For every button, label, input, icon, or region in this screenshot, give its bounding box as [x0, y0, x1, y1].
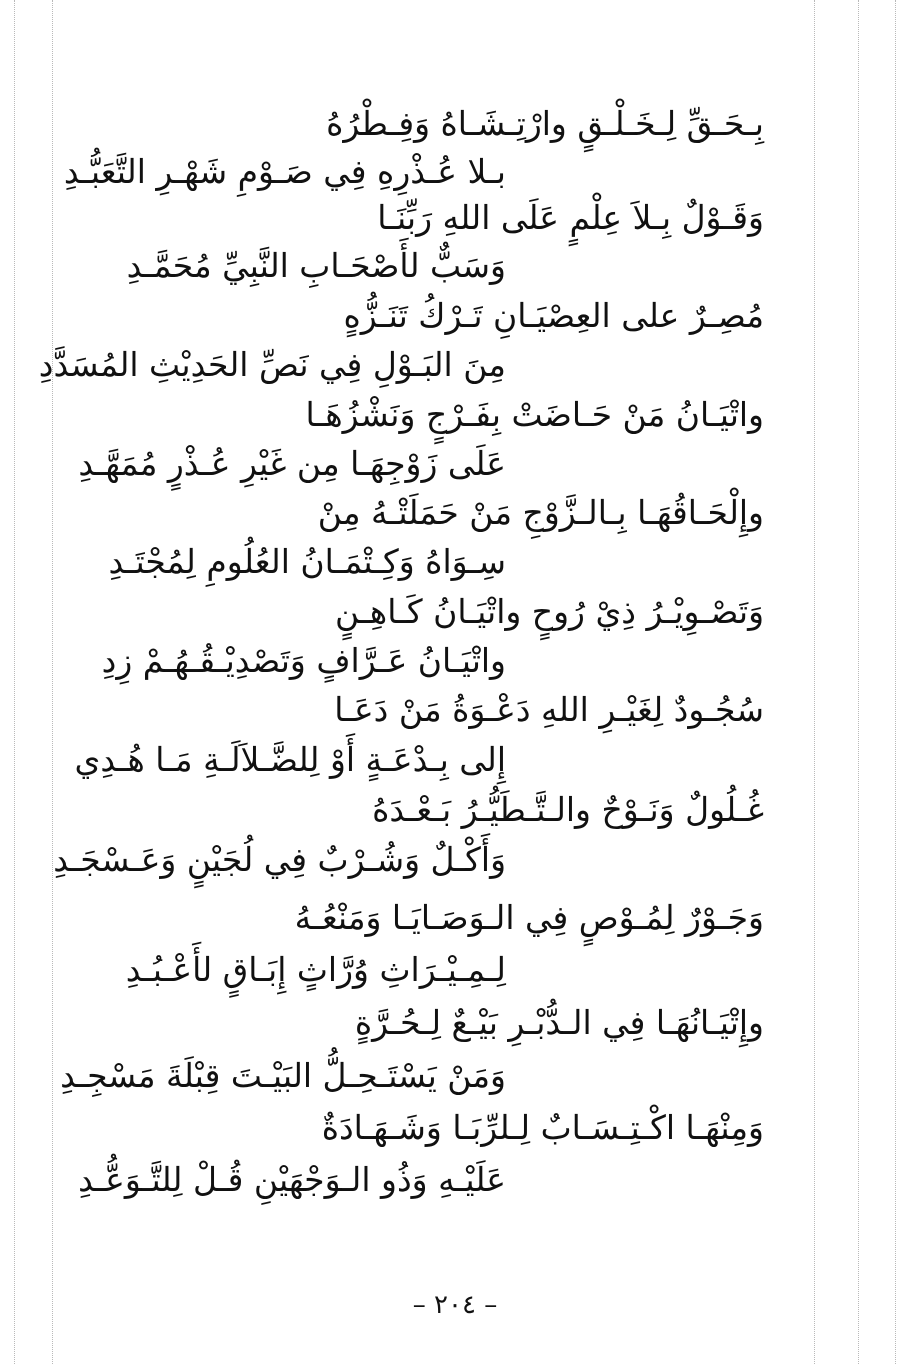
verse-1-first-hemistich: بِـحَـقِّ لِـخَـلْـقٍ وارْتِـشَـاهُ وَفِـطْرُهُ	[326, 104, 764, 143]
verse-4-first-hemistich: واتْيَـانُ مَنْ حَـاضَتْ بِفَـرْجٍ وَنَشْزُهَـا	[305, 395, 764, 434]
verse-7-second-hemistich: إِلى بِـدْعَـةٍ أَوْ لِلضَّـلاَلَـةِ مَـا هُـدِي	[74, 740, 506, 779]
verse-8-first-hemistich: غُـلُولٌ وَنَـوْحٌ والـتَّـطَيُّـرُ بَـعْـدَهُ	[372, 790, 764, 829]
verse-6-second-hemistich: واتْيَـانُ عَـرَّافٍ وَتَصْدِيْـقُـهُـمْ زِدِ	[101, 641, 506, 680]
verse-11-first-hemistich: وَمِنْهَـا اكْـتِـسَـابٌ لِـلرِّبَـا وَشَـهَـادَةٌ	[321, 1108, 764, 1147]
page-number: – ٢٠٤ –	[412, 1290, 498, 1320]
verse-2-first-hemistich: وَقَـوْلٌ بِـلاَ عِلْمٍ عَلَى اللهِ رَبِّنَـا	[377, 198, 764, 237]
verse-3-second-hemistich: مِنَ البَـوْلِ فِي نَصِّ الحَدِيْثِ المُسَدَّدِ	[38, 345, 506, 384]
verse-5-second-hemistich: سِـوَاهُ وَكِـتْمَـانُ العُلُومِ لِمُجْتَـدِ	[108, 542, 506, 581]
verse-4-second-hemistich: عَلَى زَوْجِهَـا مِن غَيْرِ عُـذْرٍ مُمَهَّـدِ	[78, 444, 506, 483]
verse-9-second-hemistich: لِـمِـيْـرَاثِ وُرَّاثٍ إِبَـاقٍ لأَعْـبُـدِ	[125, 950, 506, 989]
verse-11-second-hemistich: عَلَيْـهِ وَذُو الـوَجْهَيْنِ قُـلْ لِلتَّـوَعُّـدِ	[78, 1160, 506, 1199]
verse-2-second-hemistich: وَسَبٌّ لأَصْحَـابِ النَّبِيِّ مُحَمَّـدِ	[126, 246, 506, 285]
verse-5-first-hemistich: وإِلْحَـاقُهَـا بِـالـزَّوْجِ مَنْ حَمَلَتْـهُ مِنْ	[317, 493, 764, 532]
verse-7-first-hemistich: سُجُـودٌ لِغَيْـرِ اللهِ دَعْـوَةُ مَنْ دَعَـا	[334, 690, 764, 729]
verse-10-first-hemistich: وإِتْيَـانُهَـا فِي الـدُّبْـرِ بَيْـعٌ لِـحُـرَّةٍ	[354, 1003, 764, 1042]
verse-10-second-hemistich: وَمَنْ يَسْتَـحِـلُّ البَيْـتَ قِبْلَةَ مَسْجِـدِ	[60, 1056, 506, 1095]
verse-6-first-hemistich: وَتَصْـوِيْـرُ ذِيْ رُوحٍ واتْيَـانُ كَـاهِـنٍ	[335, 592, 764, 631]
verse-3-first-hemistich: مُصِـرٌ على العِصْيَـانِ تَـرْكُ تَنَـزُّهٍ	[343, 296, 764, 335]
verse-1-second-hemistich: بـلا عُـذْرِهِ فِي صَـوْمِ شَهْـرِ التَّعَبُّـدِ	[63, 152, 506, 191]
verse-8-second-hemistich: وَأَكْـلٌ وَشُـرْبٌ فِي لُجَيْنٍ وَعَـسْجَـدِ	[53, 840, 506, 879]
verse-9-first-hemistich: وَجَـوْرٌ لِمُـوْصٍ فِي الـوَصَـايَـا وَمَنْعُـهُ	[294, 898, 764, 937]
